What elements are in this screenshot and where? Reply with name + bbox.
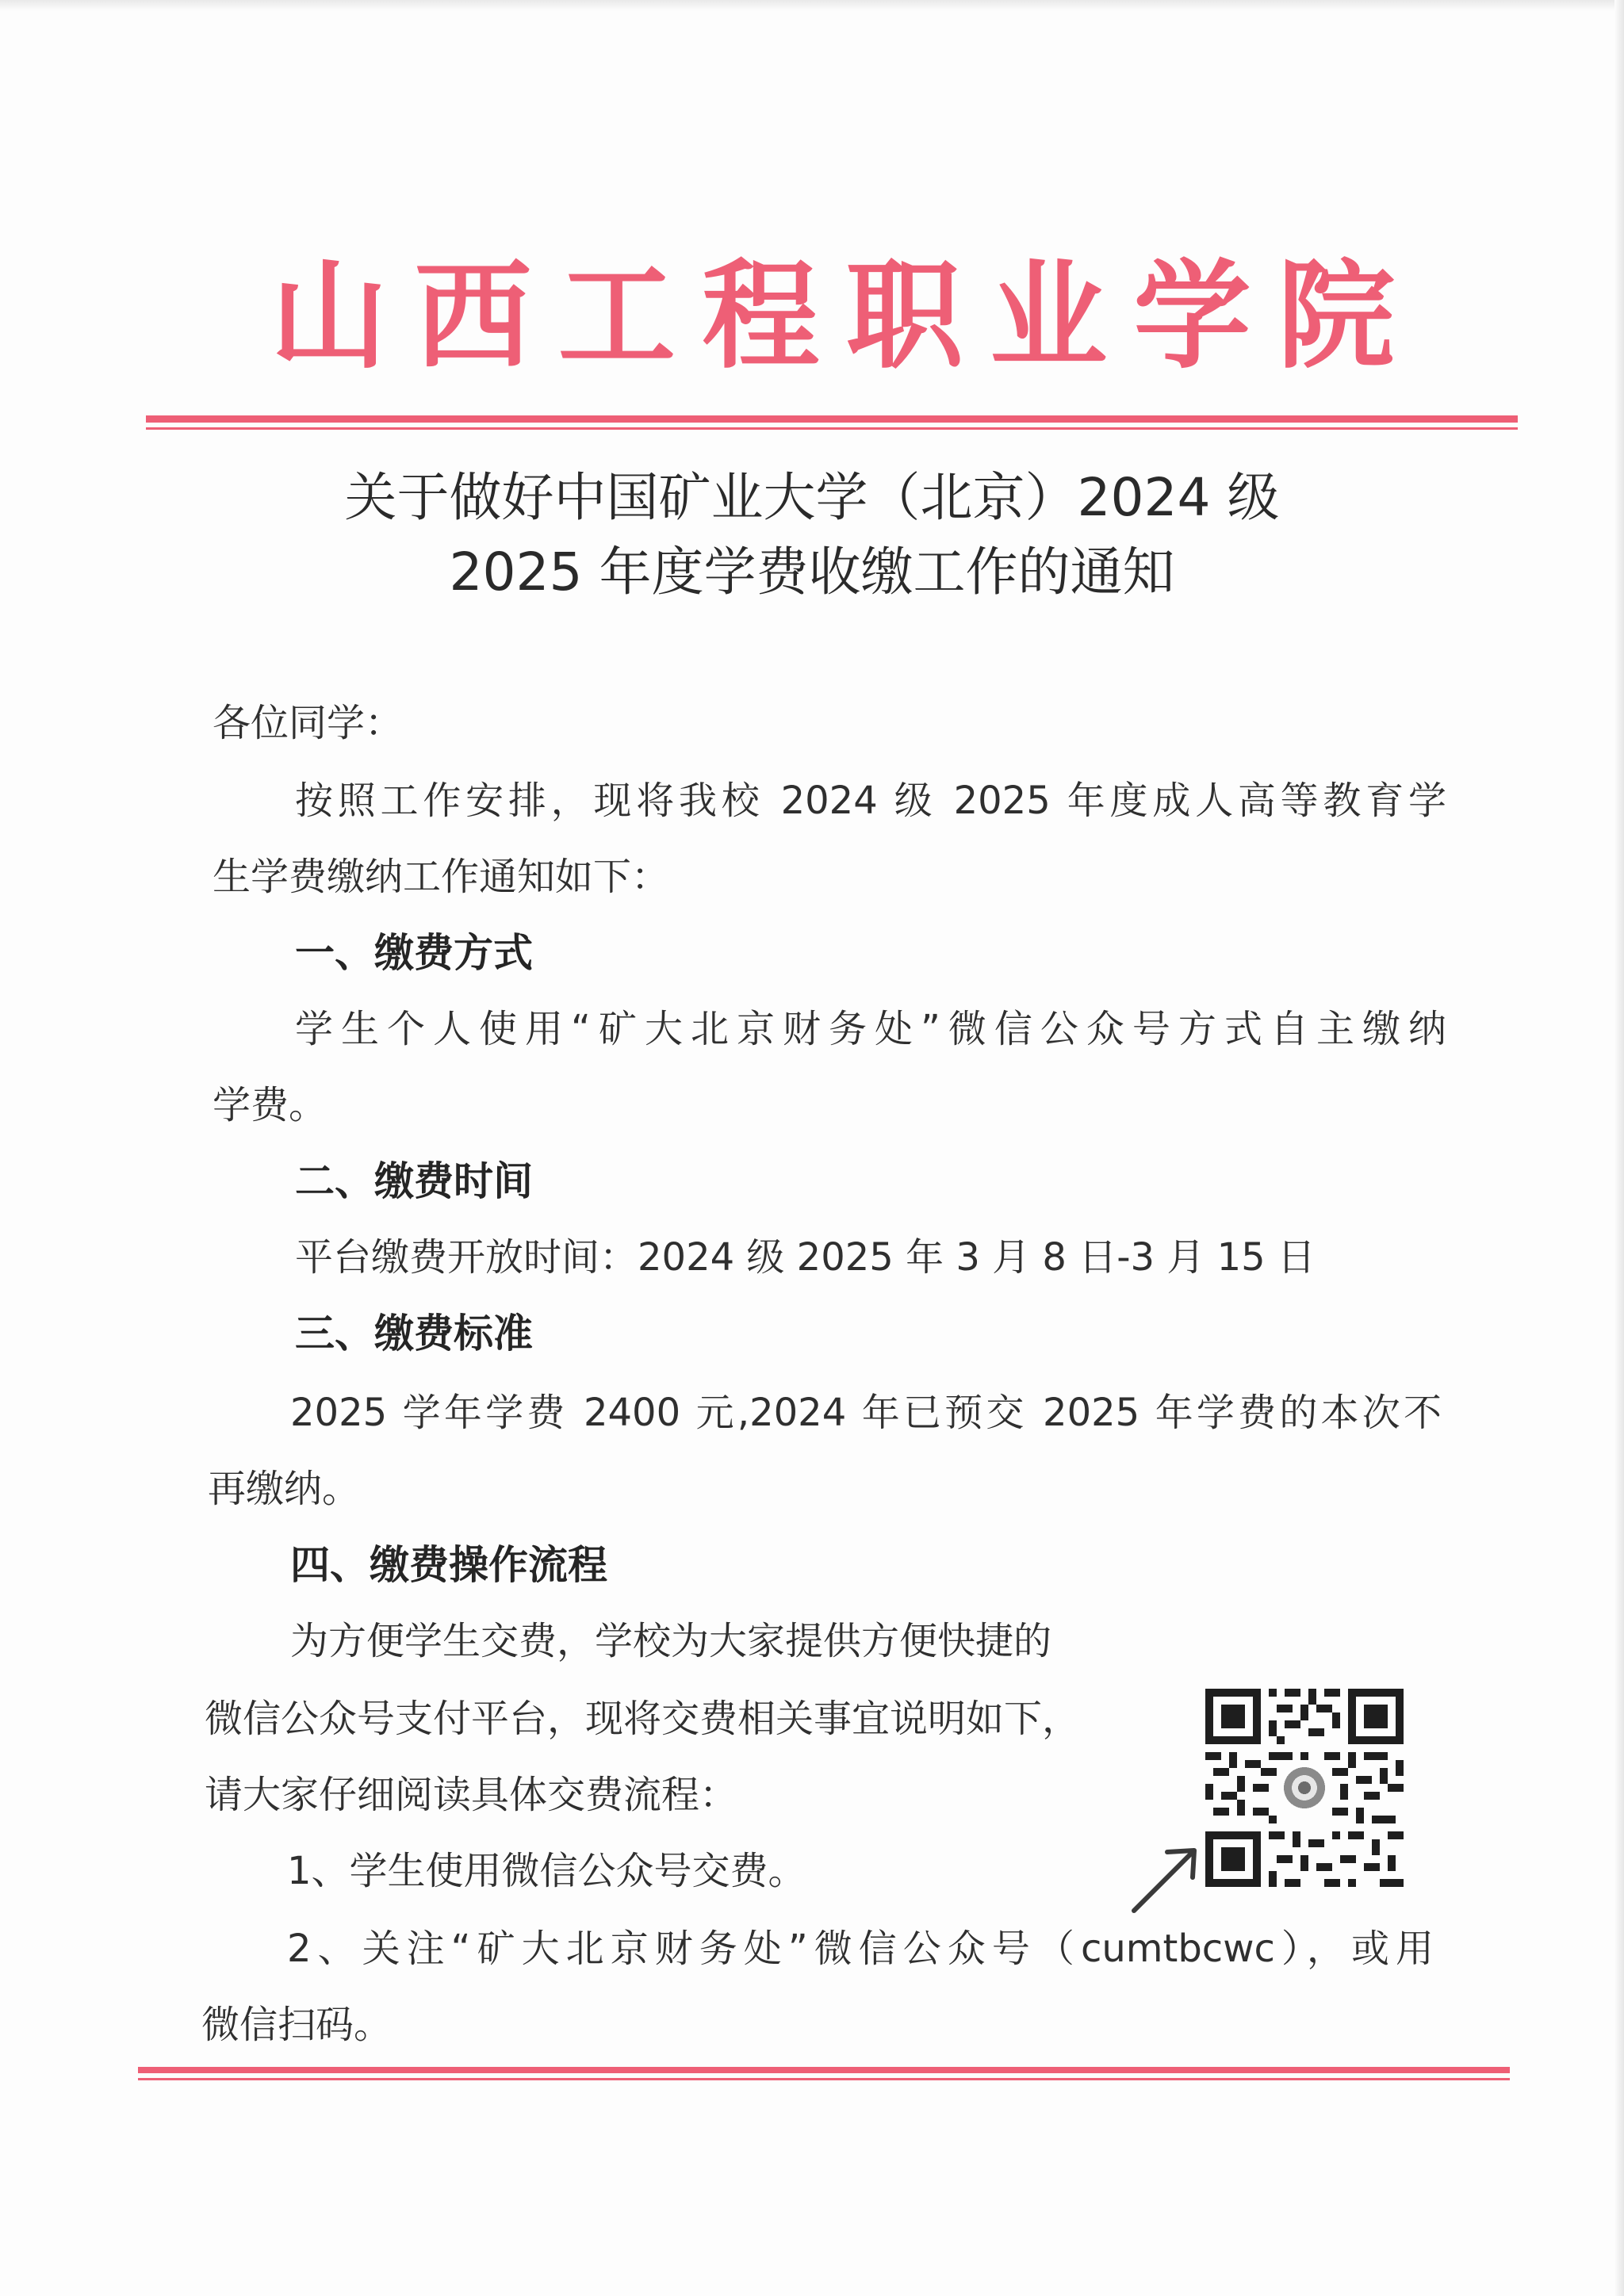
paragraph-line: 请大家仔细阅读具体交费流程： [205, 1773, 738, 1817]
letterhead-char: 山 [270, 247, 388, 385]
letterhead-char: 学 [1133, 247, 1251, 385]
paragraph-line: 再缴纳。 [208, 1467, 361, 1511]
scan-edge [0, 0, 1624, 11]
section-heading: 一、缴费方式 [295, 930, 533, 976]
letterhead [270, 247, 1396, 385]
letterhead-char: 业 [990, 247, 1108, 385]
paragraph-line: 平台缴费开放时间：2024 级 2025 年 3 月 8 日-3 月 15 日 [295, 1235, 1316, 1280]
header-rule [146, 427, 1518, 430]
paragraph-line: 2025 学年学费 2400 元,2024 年已预交 2025 年学费的本次不 [290, 1391, 1442, 1435]
intro-line: 按照工作安排，现将我校 2024 级 2025 年度成人高等教育学 [295, 779, 1446, 823]
scan-edge [1614, 0, 1624, 2296]
letterhead-char: 西 [414, 247, 532, 385]
document-title-line-1: 关于做好中国矿业大学（北京）2024 级 [344, 467, 1280, 528]
document-title-line-2: 2025 年度学费收缴工作的通知 [449, 541, 1175, 603]
paragraph-line: 1、学生使用微信公众号交费。 [287, 1849, 806, 1893]
arrow-up-right-icon [1126, 1839, 1205, 1919]
section-heading: 三、缴费标准 [295, 1311, 533, 1357]
salutation: 各位同学： [213, 701, 404, 745]
letterhead-char: 工 [557, 247, 676, 385]
letterhead-char: 院 [1277, 247, 1395, 385]
section-heading: 四、缴费操作流程 [290, 1542, 607, 1588]
footer-rule [138, 2078, 1510, 2080]
letterhead-char: 程 [702, 247, 820, 385]
paragraph-line: 学费。 [213, 1083, 327, 1127]
section-heading: 二、缴费时间 [295, 1158, 533, 1204]
paragraph-line: 学生个人使用“矿大北京财务处”微信公众号方式自主缴纳 [295, 1007, 1446, 1051]
paragraph-line: 微信扫码。 [201, 2003, 393, 2047]
footer-rule [138, 2067, 1510, 2073]
letterhead-char: 职 [845, 247, 963, 385]
paragraph-line: 为方便学生交费，学校为大家提供方便快捷的 [290, 1619, 1052, 1663]
paragraph-line: 微信公众号支付平台，现将交费相关事宜说明如下， [205, 1697, 1081, 1741]
paragraph-line: 2、关注“矿大北京财务处”微信公众号（cumtbcwc），或用 [287, 1927, 1434, 1971]
intro-line: 生学费缴纳工作通知如下： [213, 855, 670, 899]
header-rule [146, 415, 1518, 423]
wechat-qr-code-icon[interactable] [1205, 1689, 1404, 1887]
